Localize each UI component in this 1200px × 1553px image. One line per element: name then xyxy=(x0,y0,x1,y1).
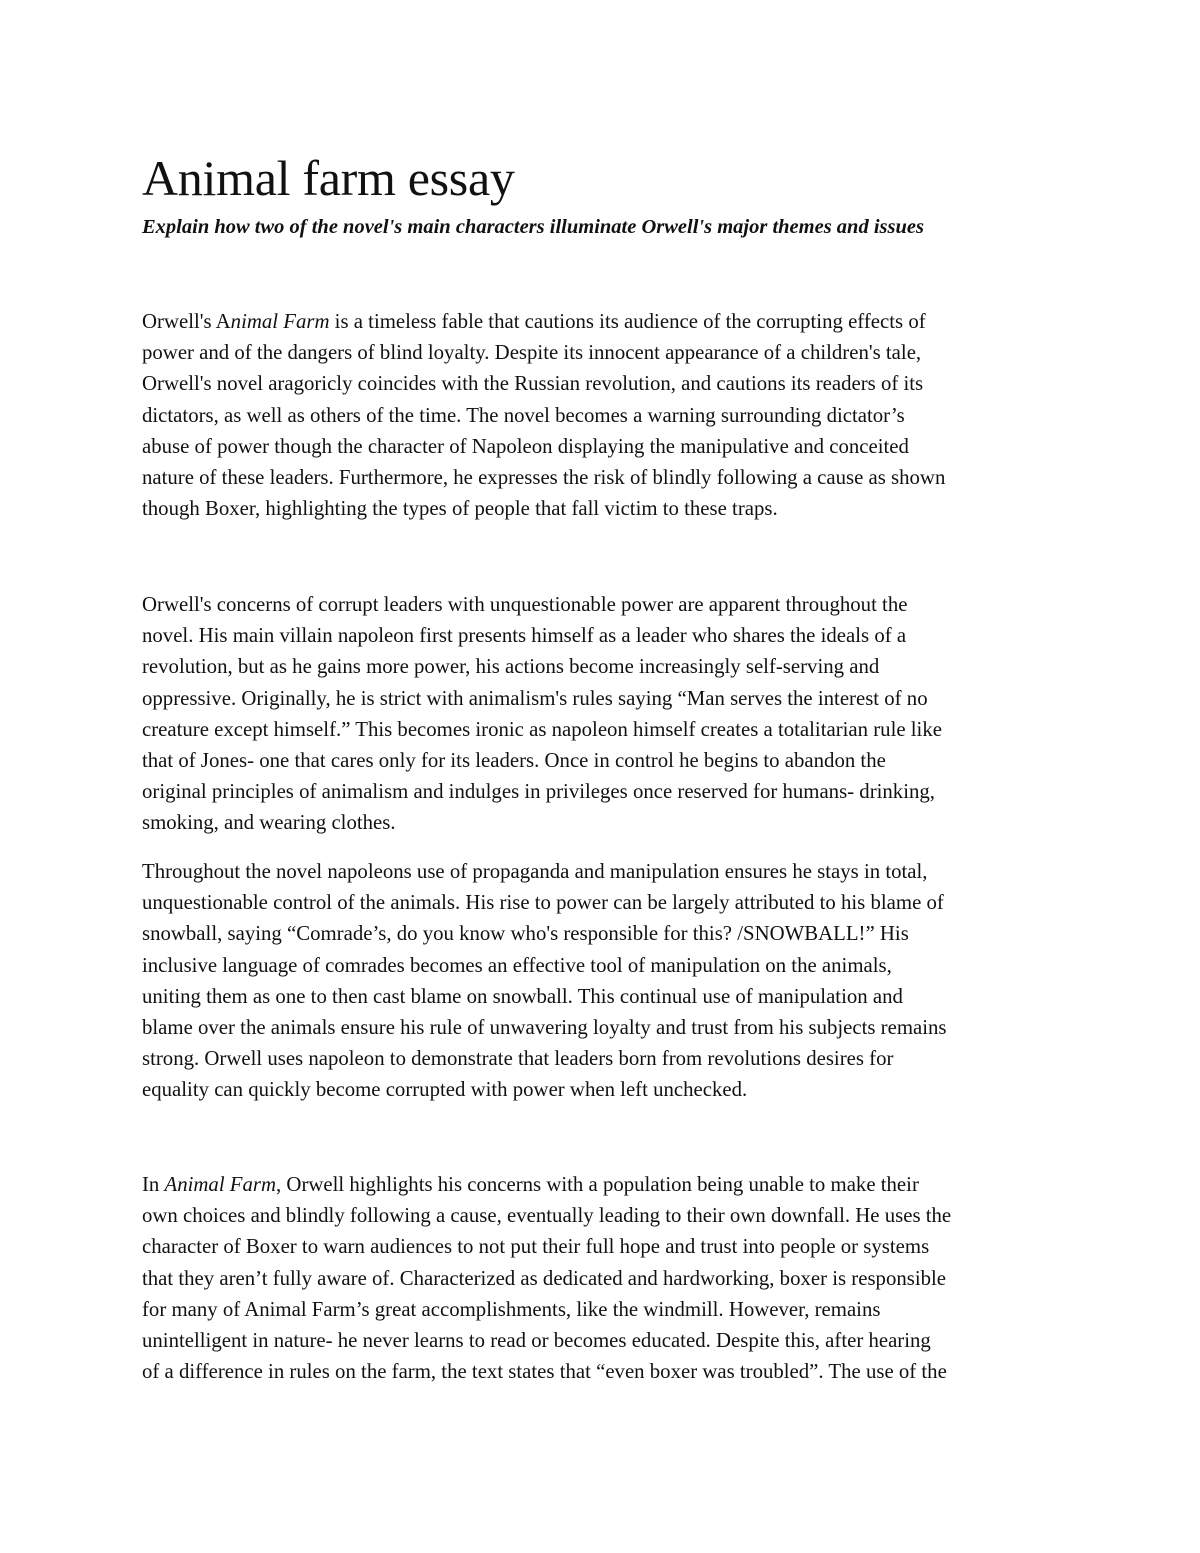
paragraph-line: In Animal Farm, Orwell highlights his concerns with a population being unable to make their xyxy=(142,1173,919,1196)
paragraph-line: though Boxer, highlighting the types of people that fall victim to these traps. xyxy=(142,497,778,521)
paragraph-line: Orwell's novel aragoricly coincides with the Russian revolution, and cautions its readers of its xyxy=(142,372,924,396)
paragraph-line: abuse of power though the character of Napoleon displaying the manipulative and conceited xyxy=(142,434,909,458)
paragraph-line: unquestionable control of the animals. His rise to power can be largely attributed to his blame of xyxy=(142,891,944,915)
paragraph-line: power and of the dangers of blind loyalty. Despite its innocent appearance of a children's tale, xyxy=(142,341,922,365)
paragraph-line: Throughout the novel napoleons use of propaganda and manipulation ensures he stays in total, xyxy=(142,860,928,883)
paragraph-line: smoking, and wearing clothes. xyxy=(142,811,396,835)
paragraph-line: creature except himself.” This becomes ironic as napoleon himself creates a totalitarian rule like xyxy=(142,717,942,741)
paragraph-line: that they aren’t fully aware of. Characterized as dedicated and hardworking, boxer is responsible xyxy=(142,1266,947,1290)
paragraph-line: original principles of animalism and indulges in privileges once reserved for humans- drinking, xyxy=(142,780,935,804)
paragraph-line: strong. Orwell uses napoleon to demonstrate that leaders born from revolutions desires for xyxy=(142,1047,894,1071)
paragraph-line: own choices and blindly following a cause, eventually leading to their own downfall. He uses the xyxy=(142,1204,952,1228)
paragraph-napoleon-propaganda xyxy=(142,856,1082,1106)
paragraph-line: nature of these leaders. Furthermore, he expresses the risk of blindly following a cause as shown xyxy=(142,466,946,490)
paragraph-line: Orwell's concerns of corrupt leaders with unquestionable power are apparent throughout the xyxy=(142,593,908,616)
paragraph-line: unintelligent in nature- he never learns to read or becomes educated. Despite this, after hearing xyxy=(142,1329,931,1353)
paragraph-line: for many of Animal Farm’s great accomplishments, like the windmill. However, remains xyxy=(142,1297,881,1321)
paragraph-line: snowball, saying “Comrade’s, do you know who's responsible for this? /SNOWBALL!” His xyxy=(142,922,909,946)
paragraph-line: uniting them as one to then cast blame on snowball. This continual use of manipulation and xyxy=(142,984,903,1008)
paragraph-line: oppressive. Originally, he is strict with animalism's rules saying “Man serves the interest of no xyxy=(142,686,928,710)
paragraph-line: novel. His main villain napoleon first presents himself as a leader who shares the ideals of a xyxy=(142,624,907,648)
paragraph-line: revolution, but as he gains more power, his actions become increasingly self-serving and xyxy=(142,655,880,679)
paragraph-line: of a difference in rules on the farm, the text states that “even boxer was troubled”. The use of the xyxy=(142,1360,947,1384)
paragraph-line: blame over the animals ensure his rule of unwavering loyalty and trust from his subjects remains xyxy=(142,1016,947,1040)
paragraph-line: Orwell's Animal Farm is a timeless fable that cautions its audience of the corrupting effects of xyxy=(142,310,926,333)
book-title: Animal Farm xyxy=(164,1173,277,1196)
book-title: nimal Farm xyxy=(230,310,330,333)
paragraph-line: that of Jones- one that cares only for its leaders. Once in control he begins to abandon the xyxy=(142,749,886,773)
paragraph-line: character of Boxer to warn audiences to not put their full hope and trust into people or systems xyxy=(142,1235,930,1259)
paragraph-line: inclusive language of comrades becomes an effective tool of manipulation on the animals, xyxy=(142,953,892,977)
paragraph-introduction xyxy=(142,306,1082,524)
paragraph-napoleon-power xyxy=(142,589,1082,839)
essay-title: Animal farm essay xyxy=(142,150,515,206)
essay-prompt: Explain how two of the novel's main characters illuminate Orwell's major themes and issues xyxy=(142,216,924,238)
paragraph-line: dictators, as well as others of the time. The novel becomes a warning surrounding dictator’s xyxy=(142,403,905,427)
paragraph-boxer xyxy=(142,1169,1082,1387)
paragraph-line: equality can quickly become corrupted with power when left unchecked. xyxy=(142,1078,748,1102)
